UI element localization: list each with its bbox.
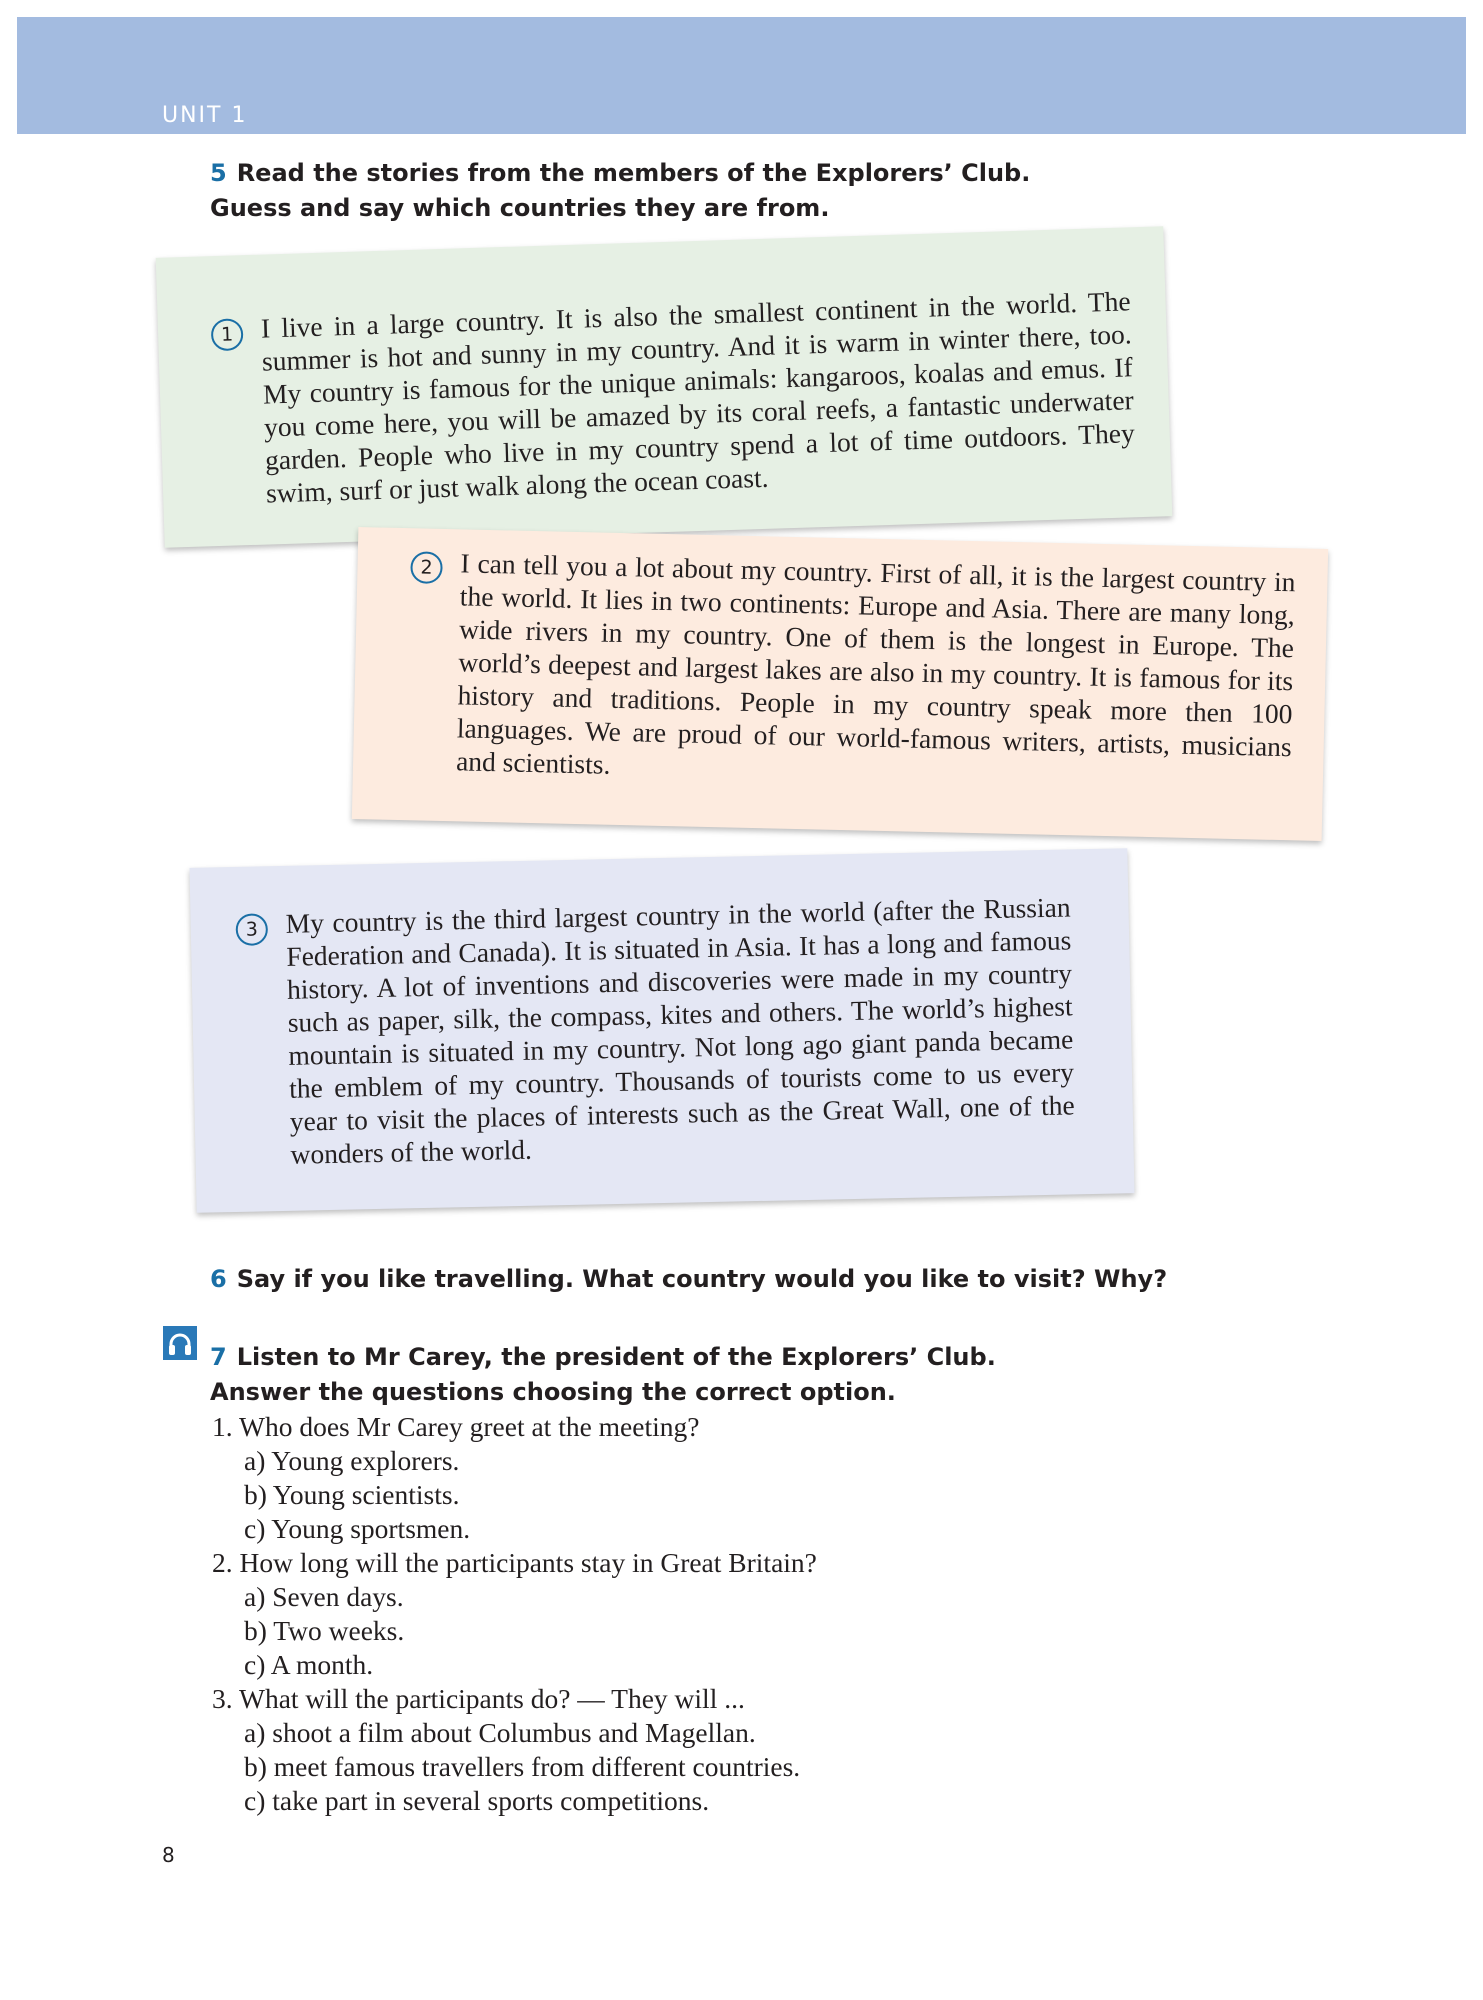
question-1: 1. Who does Mr Carey greet at the meeting? <box>212 1411 700 1442</box>
story-card-3 <box>189 848 1134 1213</box>
story-number-3: 3 <box>235 913 268 946</box>
task-5-line-2: Guess and say which countries they are from. <box>210 194 830 222</box>
question-3: 3. What will the participants do? — They will ... <box>212 1683 745 1714</box>
question-list <box>212 1410 817 1818</box>
task-6-number: 6 <box>210 1265 227 1293</box>
question-3-option-b: b) meet famous travellers from different countries. <box>244 1751 801 1782</box>
question-1-option-b: b) Young scientists. <box>244 1479 460 1510</box>
story-card-2 <box>352 527 1328 841</box>
story-number-1: 1 <box>211 318 244 351</box>
task-5-line-1: Read the stories from the members of the Explorers’ Club. <box>236 159 1031 187</box>
question-1-option-a: a) Young explorers. <box>244 1445 460 1476</box>
task-6-text: Say if you like travelling. What country would you like to visit? Why? <box>236 1265 1168 1293</box>
page-number: 8 <box>162 1843 175 1867</box>
story-text-3: My country is the third largest country in the world (after the Russian Federation and Canada). It is situated in Asia. It has a long and famous history. A lot of inventions and discoveries were made in my country such as paper, silk, the compass, kites and others. The world’s highest mountain is situated in my country. Not long ago giant panda became the emblem of my country. Thousands of tourists come to us every year to visit the places of interests such as the Great Wall, one of the wonders of the world. <box>285 891 1075 1170</box>
task-7-heading <box>210 1340 996 1410</box>
task-7-line-1: Listen to Mr Carey, the president of the Explorers’ Club. <box>236 1343 996 1371</box>
story-number-2: 2 <box>410 551 443 584</box>
question-3-option-a: a) shoot a film about Columbus and Magellan. <box>244 1717 756 1748</box>
task-5-heading <box>210 156 1030 226</box>
headphones-icon <box>163 1326 197 1360</box>
question-3-option-c: c) take part in several sports competitions. <box>244 1785 710 1816</box>
task-5-number: 5 <box>210 159 227 187</box>
question-2: 2. How long will the participants stay in Great Britain? <box>212 1547 817 1578</box>
task-7-line-2: Answer the questions choosing the correct option. <box>210 1378 896 1406</box>
task-6-heading <box>210 1262 1167 1297</box>
unit-label: UNIT 1 <box>162 103 248 128</box>
task-7-number: 7 <box>210 1343 227 1371</box>
question-2-option-b: b) Two weeks. <box>244 1615 405 1646</box>
question-2-option-c: c) A month. <box>244 1649 374 1680</box>
story-text-1: I live in a large country. It is also the smallest continent in the world. The summer is hot and sunny in my country. And it is warm in winter there, too. My country is famous for the unique animals: kangaroos, koalas and emus. If you come here, you will be amazed by its coral reefs, a fantastic underwater garden. People who live in my country spend a lot of time outdoors. They swim, surf or just walk along the ocean coast. <box>260 285 1136 509</box>
question-2-option-a: a) Seven days. <box>244 1581 404 1612</box>
question-1-option-c: c) Young sportsmen. <box>244 1513 471 1544</box>
story-card-1 <box>156 226 1173 548</box>
story-text-2: I can tell you a lot about my country. First of all, it is the largest country in the world. It lies in two continents: Europe and Asia. There are many long, wide rivers in my country. One of them is the longest in Europe. The world’s deepest and largest lakes are also in my country. It is famous for its history and traditions. People in my country speak more then 100 languages. We are proud of our world-famous writers, artists, musicians and scientists. <box>455 547 1296 780</box>
